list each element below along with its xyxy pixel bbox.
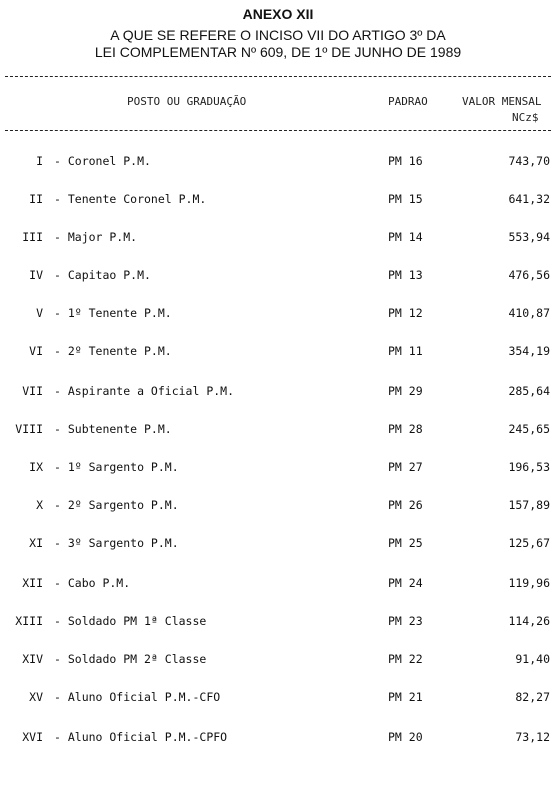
row-rank-description: - Aluno Oficial P.M.-CPFO <box>54 730 228 744</box>
row-padrao: PM 11 <box>388 344 423 358</box>
row-padrao: PM 28 <box>388 422 423 436</box>
row-monthly-value: 285,64 <box>508 384 550 398</box>
table-row <box>0 652 556 672</box>
row-monthly-value: 91,40 <box>515 652 550 666</box>
column-header-padrao: PADRAO <box>388 95 428 108</box>
row-padrao: PM 21 <box>388 690 423 704</box>
row-rank-description: - Subtenente P.M. <box>54 422 172 436</box>
table-row <box>0 154 556 174</box>
row-monthly-value: 119,96 <box>508 576 550 590</box>
row-padrao: PM 13 <box>388 268 423 282</box>
row-roman-numeral: X <box>36 498 43 512</box>
row-rank-description: - 2º Sargento P.M. <box>54 498 179 512</box>
column-header-currency: NCz$ <box>512 111 539 124</box>
row-rank-description: - Major P.M. <box>54 230 138 244</box>
row-roman-numeral: VI <box>29 344 43 358</box>
column-header-valor: VALOR MENSAL <box>462 95 542 108</box>
row-rank-description: - Capitao P.M. <box>54 268 151 282</box>
row-monthly-value: 125,67 <box>508 536 550 550</box>
row-monthly-value: 82,27 <box>515 690 550 704</box>
row-roman-numeral: IV <box>29 268 43 282</box>
row-roman-numeral: XII <box>22 576 43 590</box>
row-monthly-value: 743,70 <box>508 154 550 168</box>
row-roman-numeral: IX <box>29 460 43 474</box>
row-rank-description: - Cabo P.M. <box>54 576 131 590</box>
row-monthly-value: 476,56 <box>508 268 550 282</box>
header-divider <box>5 130 551 131</box>
row-padrao: PM 22 <box>388 652 423 666</box>
row-roman-numeral: XV <box>29 690 43 704</box>
row-monthly-value: 641,32 <box>508 192 550 206</box>
row-padrao: PM 24 <box>388 576 423 590</box>
row-roman-numeral: VII <box>22 384 43 398</box>
table-row <box>0 536 556 556</box>
row-rank-description: - 2º Tenente P.M. <box>54 344 172 358</box>
table-row <box>0 384 556 404</box>
table-row <box>0 192 556 212</box>
table-row <box>0 576 556 596</box>
annex-title: ANEXO XII <box>242 6 314 22</box>
row-monthly-value: 354,19 <box>508 344 550 358</box>
row-rank-description: - 1º Sargento P.M. <box>54 460 179 474</box>
subtitle-line-1: A QUE SE REFERE O INCISO VII DO ARTIGO 3º DA <box>110 27 446 43</box>
row-padrao: PM 26 <box>388 498 423 512</box>
annex-subtitle <box>0 27 556 61</box>
row-monthly-value: 196,53 <box>508 460 550 474</box>
row-roman-numeral: VIII <box>15 422 43 436</box>
row-padrao: PM 29 <box>388 384 423 398</box>
row-rank-description: - 3º Sargento P.M. <box>54 536 179 550</box>
table-row <box>0 422 556 442</box>
row-roman-numeral: II <box>29 192 43 206</box>
row-roman-numeral: III <box>22 230 43 244</box>
row-roman-numeral: XIII <box>15 614 43 628</box>
table-row <box>0 306 556 326</box>
row-monthly-value: 245,65 <box>508 422 550 436</box>
row-monthly-value: 410,87 <box>508 306 550 320</box>
row-rank-description: - 1º Tenente P.M. <box>54 306 172 320</box>
table-row <box>0 460 556 480</box>
row-monthly-value: 73,12 <box>515 730 550 744</box>
row-roman-numeral: V <box>36 306 43 320</box>
table-row <box>0 230 556 250</box>
row-padrao: PM 12 <box>388 306 423 320</box>
table-row <box>0 614 556 634</box>
row-roman-numeral: XIV <box>22 652 43 666</box>
row-rank-description: - Soldado PM 2ª Classe <box>54 652 207 666</box>
row-padrao: PM 20 <box>388 730 423 744</box>
row-padrao: PM 23 <box>388 614 423 628</box>
row-rank-description: - Coronel P.M. <box>54 154 151 168</box>
subtitle-line-2: LEI COMPLEMENTAR Nº 609, DE 1º DE JUNHO DE 1989 <box>94 44 462 60</box>
row-roman-numeral: XI <box>29 536 43 550</box>
row-monthly-value: 157,89 <box>508 498 550 512</box>
row-padrao: PM 25 <box>388 536 423 550</box>
row-padrao: PM 16 <box>388 154 423 168</box>
row-monthly-value: 114,26 <box>508 614 550 628</box>
row-padrao: PM 14 <box>388 230 423 244</box>
row-padrao: PM 15 <box>388 192 423 206</box>
table-row <box>0 344 556 364</box>
row-monthly-value: 553,94 <box>508 230 550 244</box>
table-row <box>0 690 556 710</box>
row-rank-description: - Tenente Coronel P.M. <box>54 192 207 206</box>
table-row <box>0 498 556 518</box>
table-row <box>0 730 556 750</box>
row-rank-description: - Aspirante a Oficial P.M. <box>54 384 235 398</box>
row-padrao: PM 27 <box>388 460 423 474</box>
top-divider <box>5 76 551 77</box>
row-roman-numeral: XVI <box>22 730 43 744</box>
row-roman-numeral: I <box>36 154 43 168</box>
column-header-posto: POSTO OU GRADUAÇÃO <box>127 95 247 108</box>
row-rank-description: - Soldado PM 1ª Classe <box>54 614 207 628</box>
row-rank-description: - Aluno Oficial P.M.-CFO <box>54 690 221 704</box>
table-row <box>0 268 556 288</box>
